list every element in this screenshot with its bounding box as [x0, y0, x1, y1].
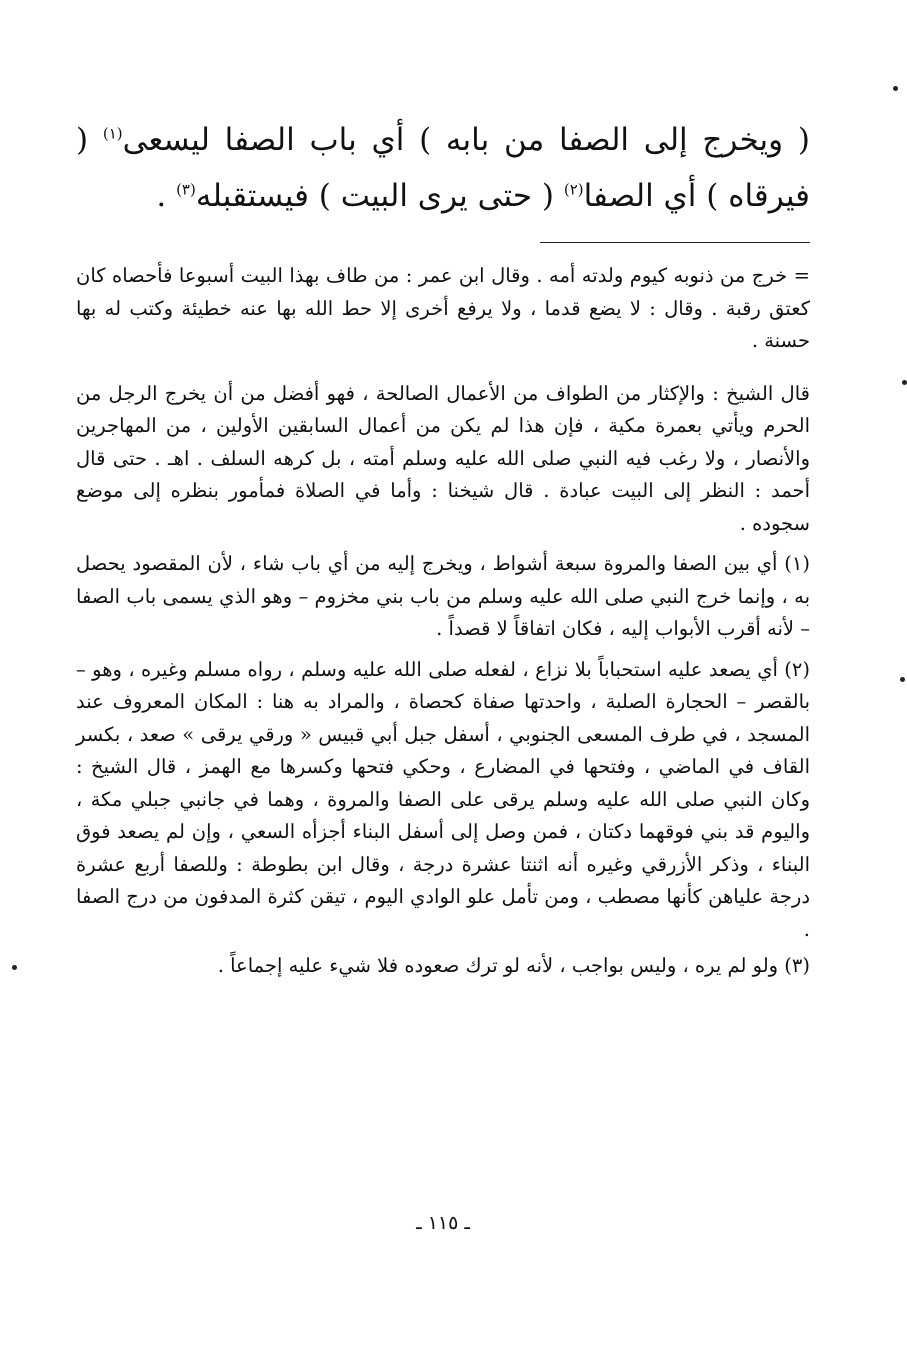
footnote-separator	[540, 242, 810, 243]
commentary-paragraph: قال الشيخ : والإكثار من الطواف من الأعمال الصالحة ، فهو أفضل من أن يخرج الرجل من الحرم ويأتي بعمرة مكية ، فإن هذا لم يكن من أعمال السابقين الأولين ، من المهاجرين والأنصار ، ولا رغب فيه النبي صلى الله عليه وسلم أمته ، بل كرهه السلف . اهـ . حتى قال أحمد : النظر إلى البيت عبادة . قال شيخنا : وأما في الصلاة فمأمور بنظره إلى موضع سجوده .	[76, 381, 810, 535]
footnote-ref-1: (١)	[102, 124, 123, 143]
footnotes	[76, 260, 810, 983]
main-text	[76, 112, 810, 224]
footnote-2: (٢) أي يصعد عليه استحباباً بلا نزاع ، لفعله صلى الله عليه وسلم ، رواه مسلم وغيره ، وهو – بالقصر – الحجارة الصلبة ، واحدتها صفاة كحصاة ، والمراد به هنا : المكان المعروف عند المسجد ، في طرف المسعى الجنوبي ، أسفل جبل أبي قبيس « ورقي يرقى » صعد ، بكسر القاف في الماضي ، وفتحها في المضارع ، وحكي فتحها وكسرها مع الهمز ، قال الشيخ : وكان النبي صلى الله عليه وسلم يرقى على الصفا والمروة ، وهما في جانبي جبلي مكة ، واليوم قد بني فوقهما دكتان ، فمن وصل إلى أسفل البناء أجزأه السعي ، وإن لم يصعد فوق البناء ، وذكر الأزرقي وغيره أنه اثنتا عشرة درجة ، وقال ابن بطوطة : وللصفا أربع عشرة درجة علياهن كأنها مصطب ، ومن تأمل علو الوادي اليوم ، تيقن كثرة المدفون من درج الصفا .	[76, 657, 810, 941]
footnote-ref-2: (٢)	[563, 180, 584, 199]
main-text-line-1: ( ويخرج إلى الصفا من بابه ) أي باب الصفا ليسعى	[122, 122, 810, 158]
main-text-line-2b: ( حتى يرى البيت ) فيستقبله	[195, 178, 554, 214]
scan-speck	[902, 380, 907, 385]
main-text-line-2c: .	[156, 178, 167, 214]
main-text-line-2a: ( فيرقاه ) أي الصفا	[76, 122, 810, 214]
scan-speck	[12, 965, 17, 970]
page-body	[76, 112, 810, 1234]
scan-speck	[900, 677, 905, 682]
footnote-ref-3: (٣)	[176, 180, 196, 199]
footnote-1: (١) أي بين الصفا والمروة سبعة أشواط ، ويخرج إليه من أي باب شاء ، لأن المقصود يحصل به ، وإنما خرج النبي صلى الله عليه وسلم من باب بني مخزوم – وهو الذي يسمى باب الصفا – لأنه أقرب الأبواب إليه ، فكان اتفاقاً لا قصداً .	[76, 552, 810, 640]
continued-note: = خرج من ذنوبه كيوم ولدته أمه . وقال ابن عمر : من طاف بهذا البيت أسبوعا فأحصاه كان كعتق رقبة . وقال : لا يضع قدما ، ولا يرفع أخرى إلا حط الله بها عنه خطيئة وكتب له بها حسنة .	[76, 264, 810, 352]
footnote-3: (٣) ولو لم يره ، وليس بواجب ، لأنه لو ترك صعوده فلا شيء عليه إجماعاً .	[217, 954, 810, 977]
page-number: ـ ١١٥ ـ	[416, 1212, 470, 1234]
scan-speck	[893, 86, 898, 91]
